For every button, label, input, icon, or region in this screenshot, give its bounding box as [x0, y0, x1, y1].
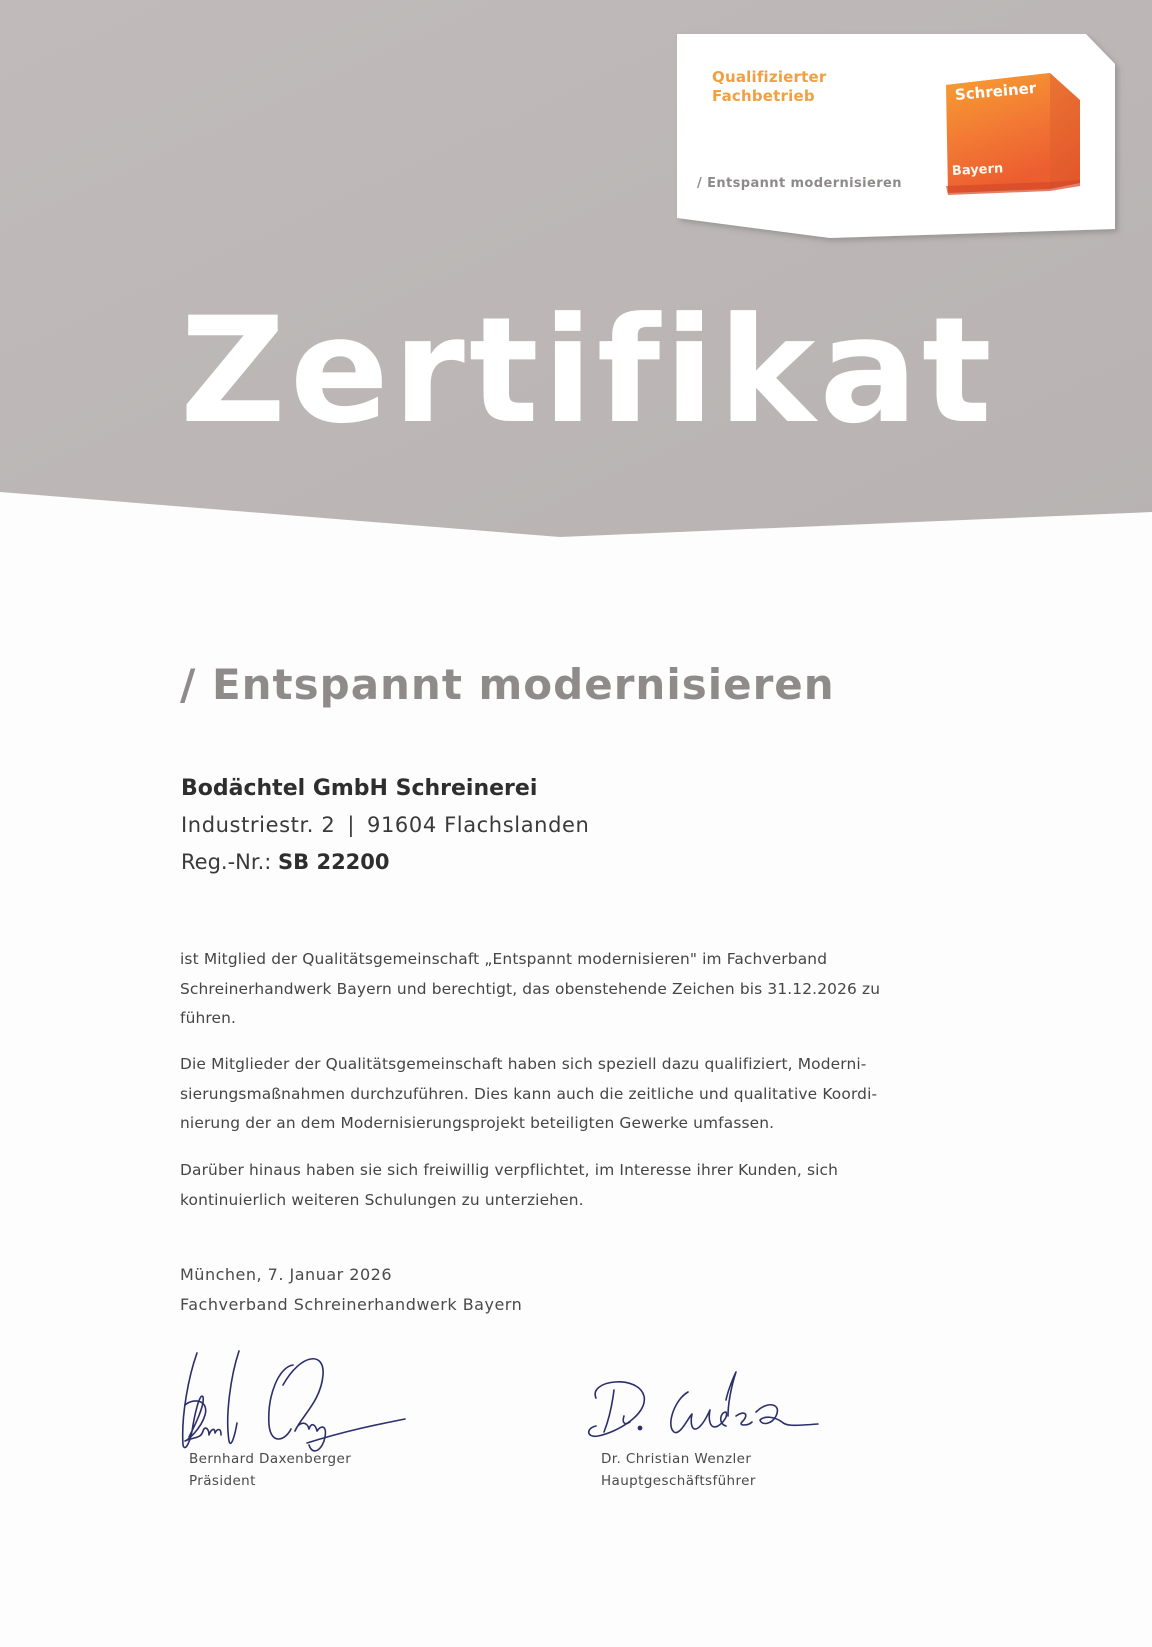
quality-seal-logo [0, 0, 1152, 260]
signatory-name: Dr. Christian Wenzler [601, 1451, 752, 1467]
paragraph-training [180, 1156, 940, 1215]
paragraph-line: sierungsmaßnahmen durchzuführen. Dies kann auch die zeitliche und qualitative Koordi- [180, 1084, 878, 1103]
handwritten-signature-icon [578, 1370, 828, 1450]
signatory-role: Hauptgeschäftsführer [601, 1473, 756, 1489]
registration-label: Reg.-Nr.: [181, 850, 272, 874]
signatory-name: Bernhard Daxenberger [189, 1451, 352, 1467]
cube-label-schreiner: Schreiner [954, 78, 1037, 104]
company-address [181, 811, 589, 839]
company-city: 91604 Flachslanden [367, 813, 590, 837]
logo-tagline: / Entspannt modernisieren [697, 176, 902, 191]
place-date-line: München, 7. Januar 2026 [180, 1265, 393, 1284]
cube-label-bayern: Bayern [951, 161, 1004, 179]
signatory-managing-director [601, 1448, 756, 1492]
registration-value: SB 22200 [278, 850, 390, 874]
paragraph-line: Die Mitglieder der Qualitätsgemeinschaft haben sich speziell dazu qualifiziert, Moderni- [180, 1055, 867, 1073]
qualified-line-2: Fachbetrieb [712, 87, 815, 105]
company-name: Bodächtel GmbH Schreinerei [181, 776, 538, 801]
certificate-subtitle: / Entspannt modernisieren [180, 660, 835, 709]
handwritten-signature-icon [175, 1345, 415, 1465]
place-and-date [180, 1260, 522, 1320]
paragraph-line: Darüber hinaus haben sie sich freiwillig verpflichtet, im Interesse ihrer Kunden, sich [180, 1161, 839, 1179]
address-separator: | [347, 813, 355, 837]
qualified-line-1: Qualifizierter [712, 68, 827, 86]
registration-number [181, 848, 390, 876]
company-street: Industriestr. 2 [181, 813, 336, 837]
issuer-line: Fachverband Schreinerhandwerk Bayern [180, 1295, 523, 1314]
paragraph-line: kontinuierlich weiteren Schulungen zu unterziehen. [180, 1190, 584, 1209]
paragraph-line: nierung der an dem Modernisierungsprojekt beteiligten Gewerke umfassen. [180, 1114, 775, 1132]
paragraph-line: ist Mitglied der Qualitätsgemeinschaft „Entspannt modernisieren" im Fachverband [180, 950, 828, 968]
signatory-president [189, 1448, 351, 1492]
paragraph-membership [180, 945, 940, 1034]
paragraph-line: führen. [180, 1009, 237, 1027]
qualified-business-label [712, 68, 827, 106]
paragraph-qualification [180, 1050, 940, 1139]
certificate-title: Zertifikat [180, 286, 996, 456]
signatory-role: Präsident [189, 1473, 256, 1489]
paragraph-line: Schreinerhandwerk Bayern und berechtigt, das obenstehende Zeichen bis 31.12.2026 zu [180, 979, 881, 998]
